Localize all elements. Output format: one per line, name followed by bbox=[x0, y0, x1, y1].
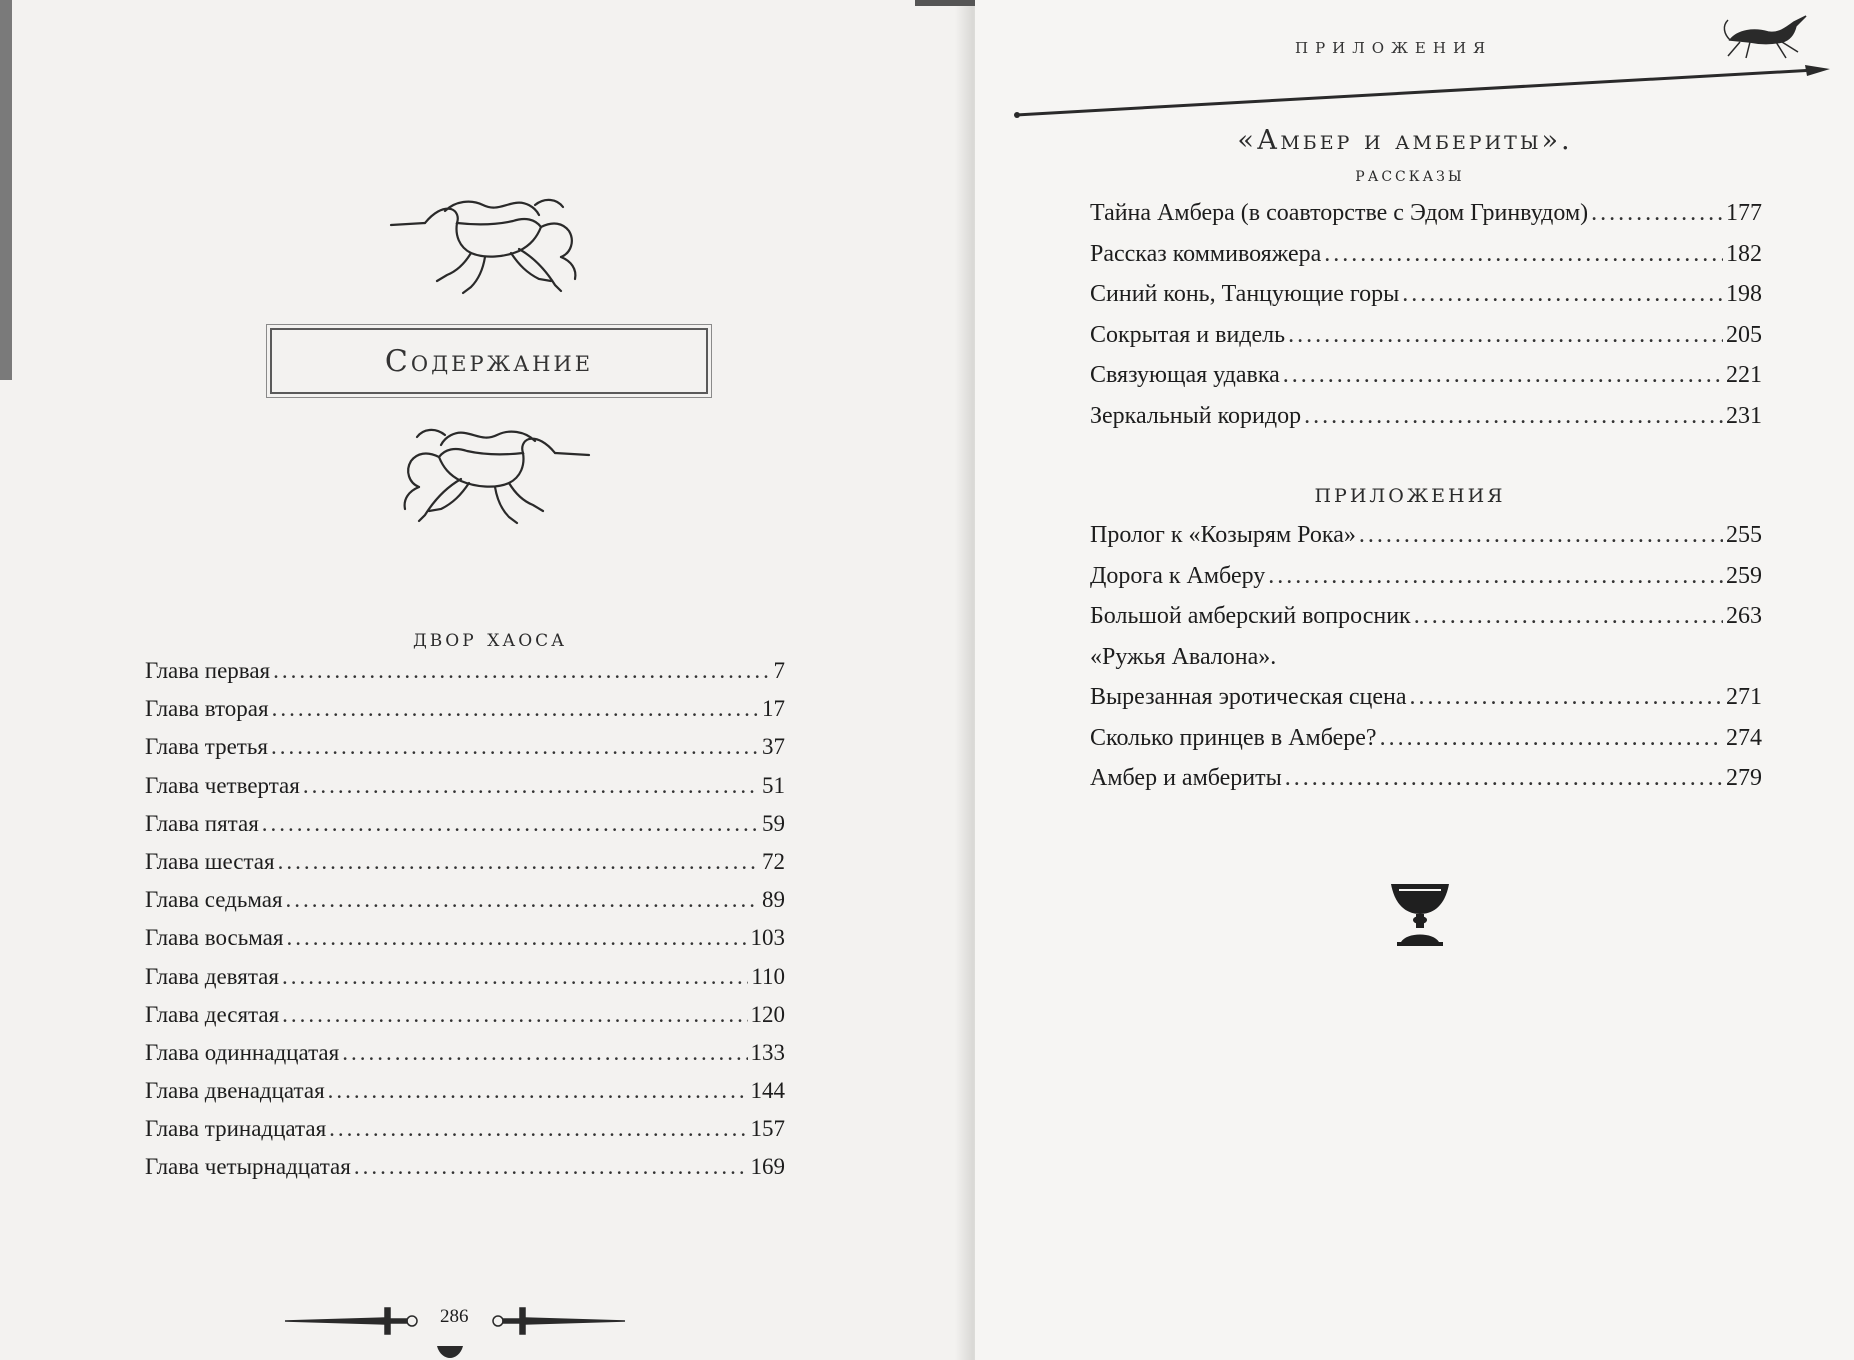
section-title-amber-stories: «Амбер и амбериты». bbox=[1237, 125, 1573, 156]
contents-list-stories bbox=[1090, 200, 1762, 443]
toc-entry: Вырезанная эротическая сцена ..... 271 bbox=[1090, 684, 1762, 725]
toc-entry: Глава третья ..... 37 bbox=[145, 734, 785, 772]
toc-entry: Глава шестая ..... 72 bbox=[145, 849, 785, 887]
section-subtitle-stories: рассказы bbox=[1355, 162, 1465, 186]
scan-artifact bbox=[915, 0, 975, 6]
right-page bbox=[975, 0, 1854, 1360]
running-head: приложения bbox=[1295, 34, 1493, 59]
toc-entry: Рассказ коммивояжера ..... 182 bbox=[1090, 241, 1762, 282]
toc-entry: Глава десятая ..... 120 bbox=[145, 1002, 785, 1040]
toc-entry: Глава восьмая ..... 103 bbox=[145, 925, 785, 963]
unicorn-ornament-top-icon bbox=[385, 195, 585, 300]
toc-entry: Дорога к Амберу ..... 259 bbox=[1090, 563, 1762, 604]
toc-entry: Глава четырнадцатая ..... 169 bbox=[145, 1154, 785, 1192]
page-number: 286 bbox=[440, 1306, 469, 1327]
toc-entry: Глава девятая ..... 110 bbox=[145, 964, 785, 1002]
goblet-partial-icon bbox=[435, 1346, 465, 1360]
toc-entry: Глава вторая ..... 17 bbox=[145, 696, 785, 734]
sword-left-icon bbox=[285, 1306, 425, 1336]
toc-entry: Глава первая ..... 7 bbox=[145, 658, 785, 696]
toc-entry: Сколько принцев в Амбере? ..... 274 bbox=[1090, 725, 1762, 766]
toc-entry-line: «Ружья Авалона». bbox=[1090, 643, 1277, 670]
running-unicorn-icon bbox=[1720, 12, 1810, 62]
toc-entry: Тайна Амбера (в соавторстве с Эдом Гринвудом) ..... 177 bbox=[1090, 200, 1762, 241]
contents-list-appendices bbox=[1090, 522, 1762, 806]
contents-list-left bbox=[145, 658, 785, 1193]
toc-entry: Глава четвертая ..... 51 bbox=[145, 773, 785, 811]
toc-entry: Глава седьмая ..... 89 bbox=[145, 887, 785, 925]
section-title-appendices: приложения bbox=[1314, 478, 1506, 509]
toc-entry: Связующая удавка ..... 221 bbox=[1090, 362, 1762, 403]
unicorn-ornament-bottom-icon bbox=[395, 425, 595, 530]
section-title-court-of-chaos: двор хаоса bbox=[412, 624, 568, 652]
spear-rule-icon bbox=[1015, 60, 1835, 120]
toc-entry: Амбер и амбериты ..... 279 bbox=[1090, 765, 1762, 806]
toc-entry: Большой амберский вопросник ..... 263 bbox=[1090, 603, 1762, 644]
toc-entry: Синий конь, Танцующие горы ..... 198 bbox=[1090, 281, 1762, 322]
page-edge-shadow bbox=[0, 0, 12, 380]
toc-entry: Глава пятая ..... 59 bbox=[145, 811, 785, 849]
toc-entry: Глава тринадцатая ..... 157 bbox=[145, 1116, 785, 1154]
toc-entry: Пролог к «Козырям Рока» ..... 255 bbox=[1090, 522, 1762, 563]
goblet-icon bbox=[1385, 880, 1455, 950]
contents-title-box bbox=[270, 328, 708, 394]
toc-entry: Глава двенадцатая ..... 144 bbox=[145, 1078, 785, 1116]
contents-title: Содержание bbox=[384, 343, 594, 379]
toc-entry: Глава одиннадцатая ..... 133 bbox=[145, 1040, 785, 1078]
toc-entry: Сокрытая и видель ..... 205 bbox=[1090, 322, 1762, 363]
sword-right-icon bbox=[485, 1306, 625, 1336]
toc-entry: Зеркальный коридор ..... 231 bbox=[1090, 403, 1762, 444]
